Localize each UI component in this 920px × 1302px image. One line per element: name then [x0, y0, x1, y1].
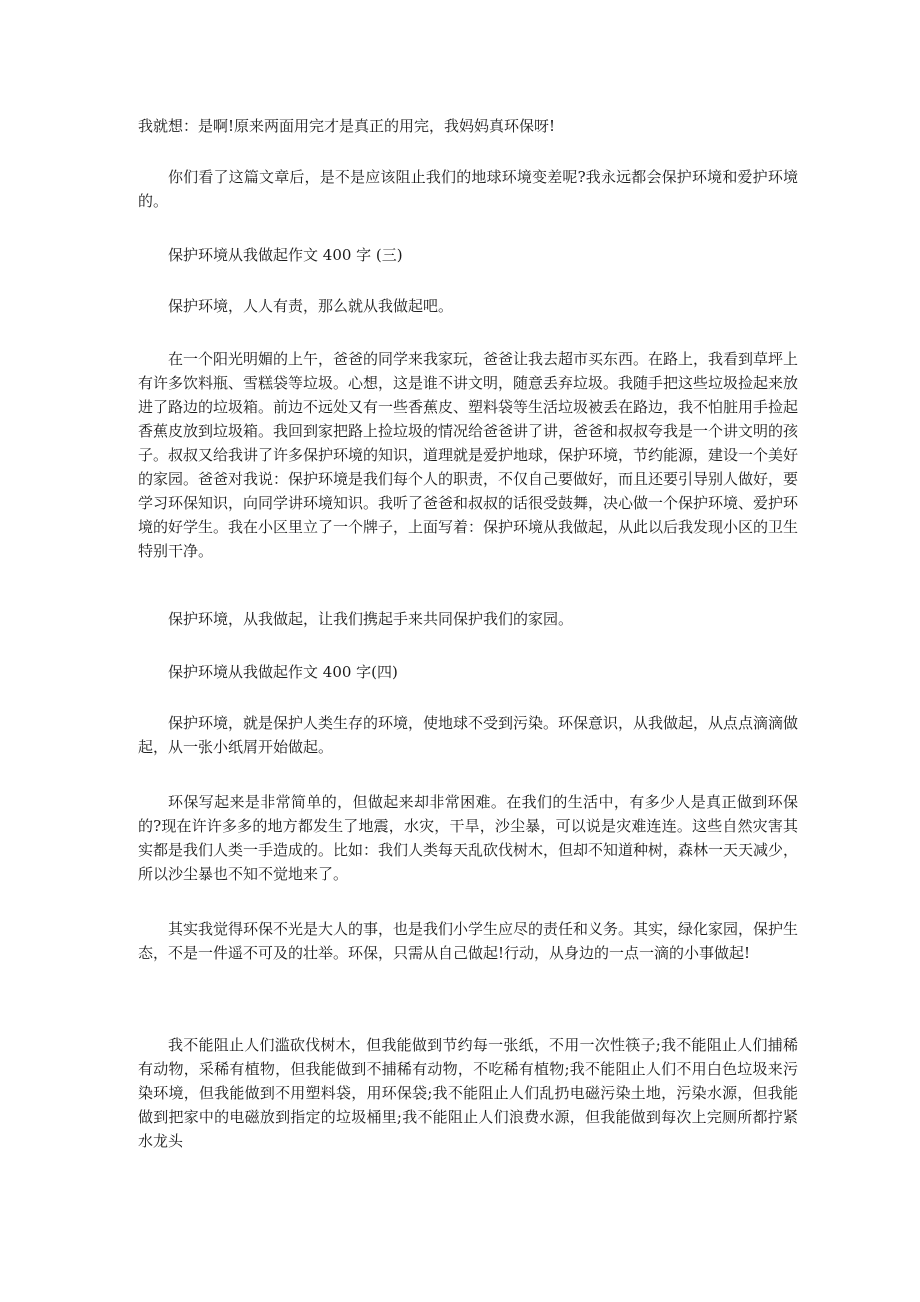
paragraph-1: 我就想：是啊!原来两面用完才是真正的用完，我妈妈真环保呀!: [138, 117, 556, 135]
section-heading-3: 保护环境从我做起作文 400 字 (三): [168, 246, 403, 264]
section-heading-4: 保护环境从我做起作文 400 字(四): [168, 663, 398, 681]
paragraph-4: 在一个阳光明媚的上午，爸爸的同学来我家玩，爸爸让我去超市买东西。在路上，我看到草坪上有许多饮料瓶、雪糕袋等垃圾。心想，这是谁不讲文明，随意丢弃垃圾。我随手把这些垃圾捡起来放进了路边的垃圾箱。前边不远处又有一些香蕉皮、塑料袋等生活垃圾被丢在路边，我不怕脏用手捡起香蕉皮放到垃圾箱。我回到家把路上捡垃圾的情况给爸爸讲了讲，爸爸和叔叔夸我是一个讲文明的孩子。叔叔又给我讲了许多保护环境的知识，道理就是爱护地球，保护环境，节约能源，建设一个美好的家园。爸爸对我说：保护环境是我们每个人的职责，不仅自己要做好，而且还要引导别人做好，要学习环保知识，向同学讲环境知识。我听了爸爸和叔叔的话很受鼓舞，决心做一个保护环境、爱护环境的好学生。我在小区里立了一个牌子，上面写着：保护环境从我做起，从此以后我发现小区的卫生特别干净。: [138, 350, 799, 560]
paragraph-6: 保护环境，就是保护人类生存的环境，使地球不受到污染。环保意识，从我做起，从点点滴滴做起，从一张小纸屑开始做起。: [138, 714, 799, 756]
paragraph-5: 保护环境，从我做起，让我们携起手来共同保护我们的家园。: [168, 610, 574, 628]
paragraph-8: 其实我觉得环保不光是大人的事，也是我们小学生应尽的责任和义务。其实，绿化家园，保护生态，不是一件遥不可及的壮举。环保，只需从自己做起!行动，从身边的一点一滴的小事做起!: [138, 920, 799, 962]
paragraph-9: 我不能阻止人们滥砍伐树木，但我能做到节约每一张纸，不用一次性筷子;我不能阻止人们捕稀有动物，采稀有植物，但我能做到不捕稀有动物，不吃稀有植物;我不能阻止人们不用白色垃圾来污染环境，但我能做到不用塑料袋，用环保袋;我不能阻止人们乱扔电磁污染土地，污染水源，但我能做到把家中的电磁放到指定的垃圾桶里;我不能阻止人们浪费水源，但我能做到每次上完厕所都拧紧水龙头: [138, 1036, 798, 1150]
paragraph-2: 你们看了这篇文章后，是不是应该阻止我们的地球环境变差呢?我永远都会保护环境和爱护环境的。: [138, 168, 798, 210]
paragraph-3: 保护环境，人人有责，那么就从我做起吧。: [168, 297, 454, 315]
paragraph-7: 环保写起来是非常简单的，但做起来却非常困难。在我们的生活中，有多少人是真正做到环保的?现在许许多多的地方都发生了地震，水灾，干旱，沙尘暴，可以说是灾难连连。这些自然灾害其实都是我们人类一手造成的。比如：我们人类每天乱砍伐树木，但却不知道种树，森林一天天减少，所以沙尘暴也不知不觉地来了。: [138, 793, 799, 883]
